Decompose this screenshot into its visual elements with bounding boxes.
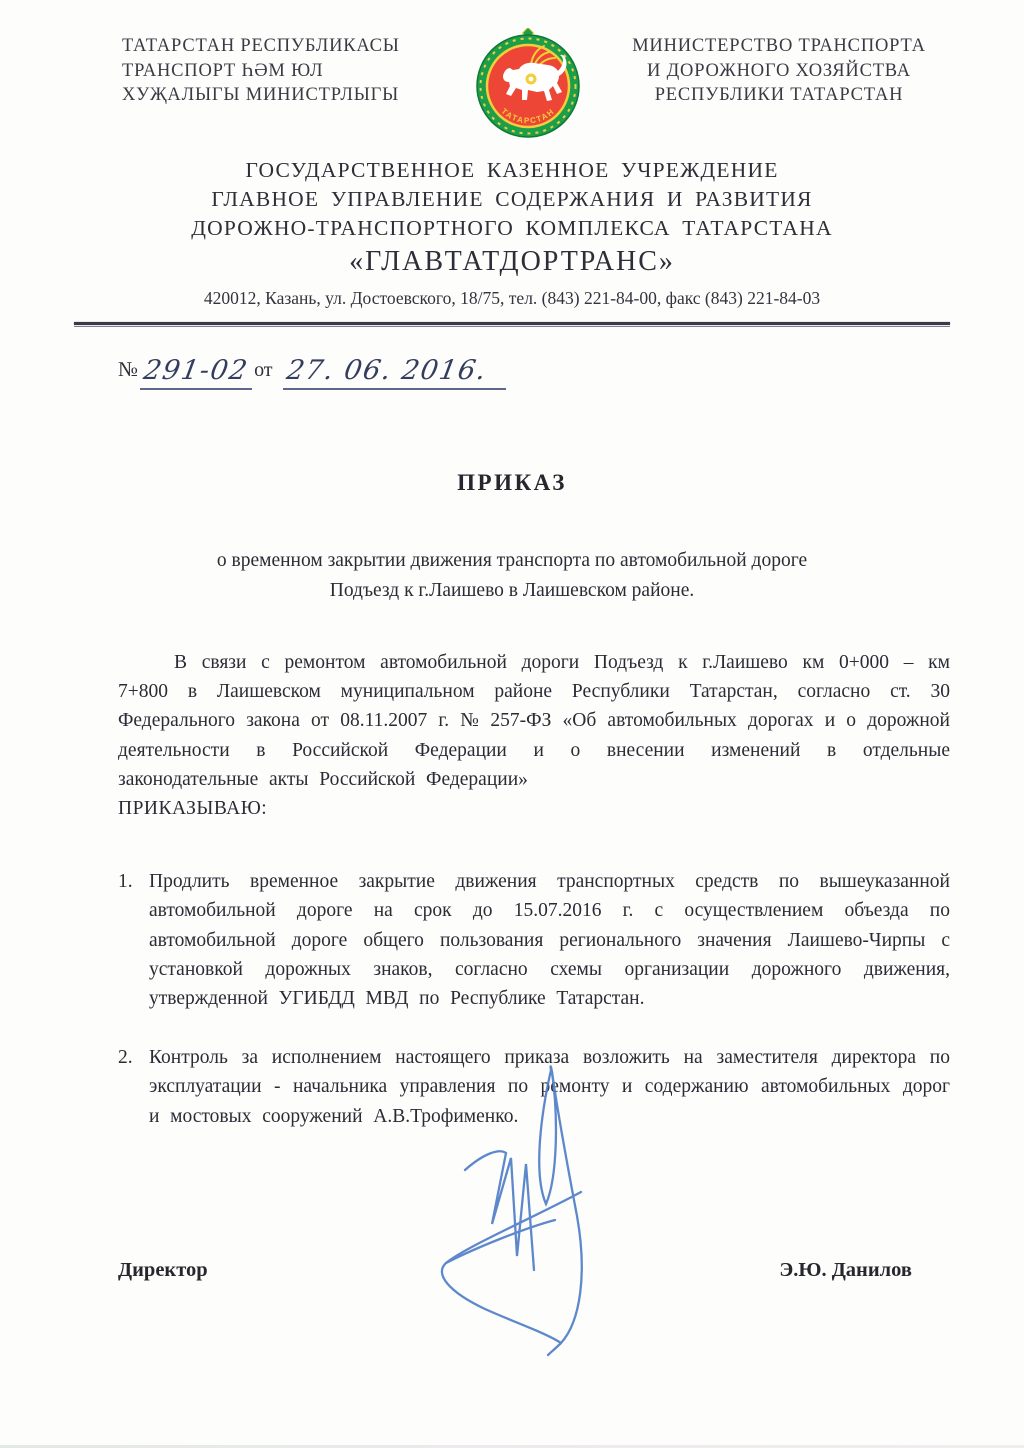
org-name-line: ГОСУДАРСТВЕННОЕ КАЗЕННОЕ УЧРЕЖДЕНИЕ: [245, 158, 779, 182]
letterhead-tatar-block: [70, 28, 442, 108]
doc-number-handwritten: 291-02: [141, 355, 251, 386]
org-name-line: ГЛАВНОЕ УПРАВЛЕНИЕ СОДЕРЖАНИЯ И РАЗВИТИЯ: [211, 187, 813, 211]
organization-name-block: [0, 156, 1024, 279]
org-short-name: «ГЛАВТАТДОРТРАНС»: [349, 246, 675, 277]
document-subject: [0, 546, 1024, 606]
document-title: ПРИКАЗ: [457, 470, 567, 495]
letterhead-tatar-line: ХУҖАЛЫГЫ МИНИСТРЛЫГЫ: [122, 85, 400, 106]
doc-number-line: [118, 346, 1024, 390]
item-text: Продлить временное закрытие движения транспортных средств по вышеуказанной автомобильной дороге на срок до 15.07.2016 г. с осуществлением объезда по автомобильной дороге общего пользования регионального значения Лаишево-Чирпы с установкой дорожных знаков, согласно схемы организации дорожного движения, утвержденной УГИБДД МВД по Республике Татарстан.: [149, 871, 950, 1010]
letterhead-tatar-line: ТАТАРСТАН РЕСПУБЛИКАСЫ: [122, 36, 400, 56]
doc-date-handwritten: 27. 06. 2016.: [283, 355, 490, 386]
item-text: Контроль за исполнением настоящего приказа возложить на заместителя директора по эксплуатации - начальника управления по ремонту и содержанию автомобильных дорог и мостовых сооружений А.В.Трофименко.: [149, 1047, 950, 1127]
letterhead-russian-line: МИНИСТЕРСТВО ТРАНСПОРТА: [632, 36, 926, 56]
ot-label: от: [254, 359, 273, 381]
doc-number-underline: [140, 355, 252, 390]
number-sign-label: №: [118, 357, 139, 381]
preamble-paragraph: В связи с ремонтом автомобильной дороги Подъезд к г.Лаишево км 0+000 – км 7+800 в Лаишевском муниципальном районе Республики Татарстан, согласно ст. 30 Федерального закона от 08.11.2007 г. № 257-ФЗ «Об автомобильных дорогах и о дорожной деятельности в Российской Федерации и о внесении изменений в отдельные законодательные акты Российской Федерации»: [118, 652, 950, 790]
signer-role: Директор: [118, 1258, 208, 1281]
letterhead-russian-line: РЕСПУБЛИКИ ТАТАРСТАН: [654, 85, 904, 106]
signer-name: Э.Ю. Данилов: [779, 1258, 912, 1281]
subject-line: Подъезд к г.Лаишево в Лаишевском районе.: [329, 580, 695, 601]
letterhead-russian-block: [614, 28, 954, 108]
letterhead-russian-line: И ДОРОЖНОГО ХОЗЯЙСТВА: [647, 60, 911, 81]
emblem-label: ТАТАРСТАН: [499, 106, 557, 126]
letterhead-tatar-line: ТРАНСПОРТ ҺӘМ ЮЛ: [122, 60, 324, 81]
item-number: 1.: [118, 871, 133, 893]
order-item: [118, 867, 950, 1013]
org-name-line: ДОРОЖНО-ТРАНСПОРТНОГО КОМПЛЕКСА ТАТАРСТАНА: [191, 216, 833, 240]
letterhead-divider: [74, 322, 950, 328]
item-number: 2.: [118, 1047, 133, 1069]
signature-ink: [405, 1052, 645, 1382]
subject-line: о временном закрытии движения транспорта по автомобильной дороге: [216, 550, 808, 571]
letterhead: [0, 28, 1024, 140]
doc-date-underline: [283, 355, 506, 390]
tatarstan-coat-of-arms-icon: [473, 28, 583, 140]
org-address: 420012, Казань, ул. Достоевского, 18/75, тел. (843) 221-84-00, факс (843) 221-84-03: [203, 288, 821, 308]
resolve-word: ПРИКАЗЫВАЮ:: [118, 798, 268, 820]
